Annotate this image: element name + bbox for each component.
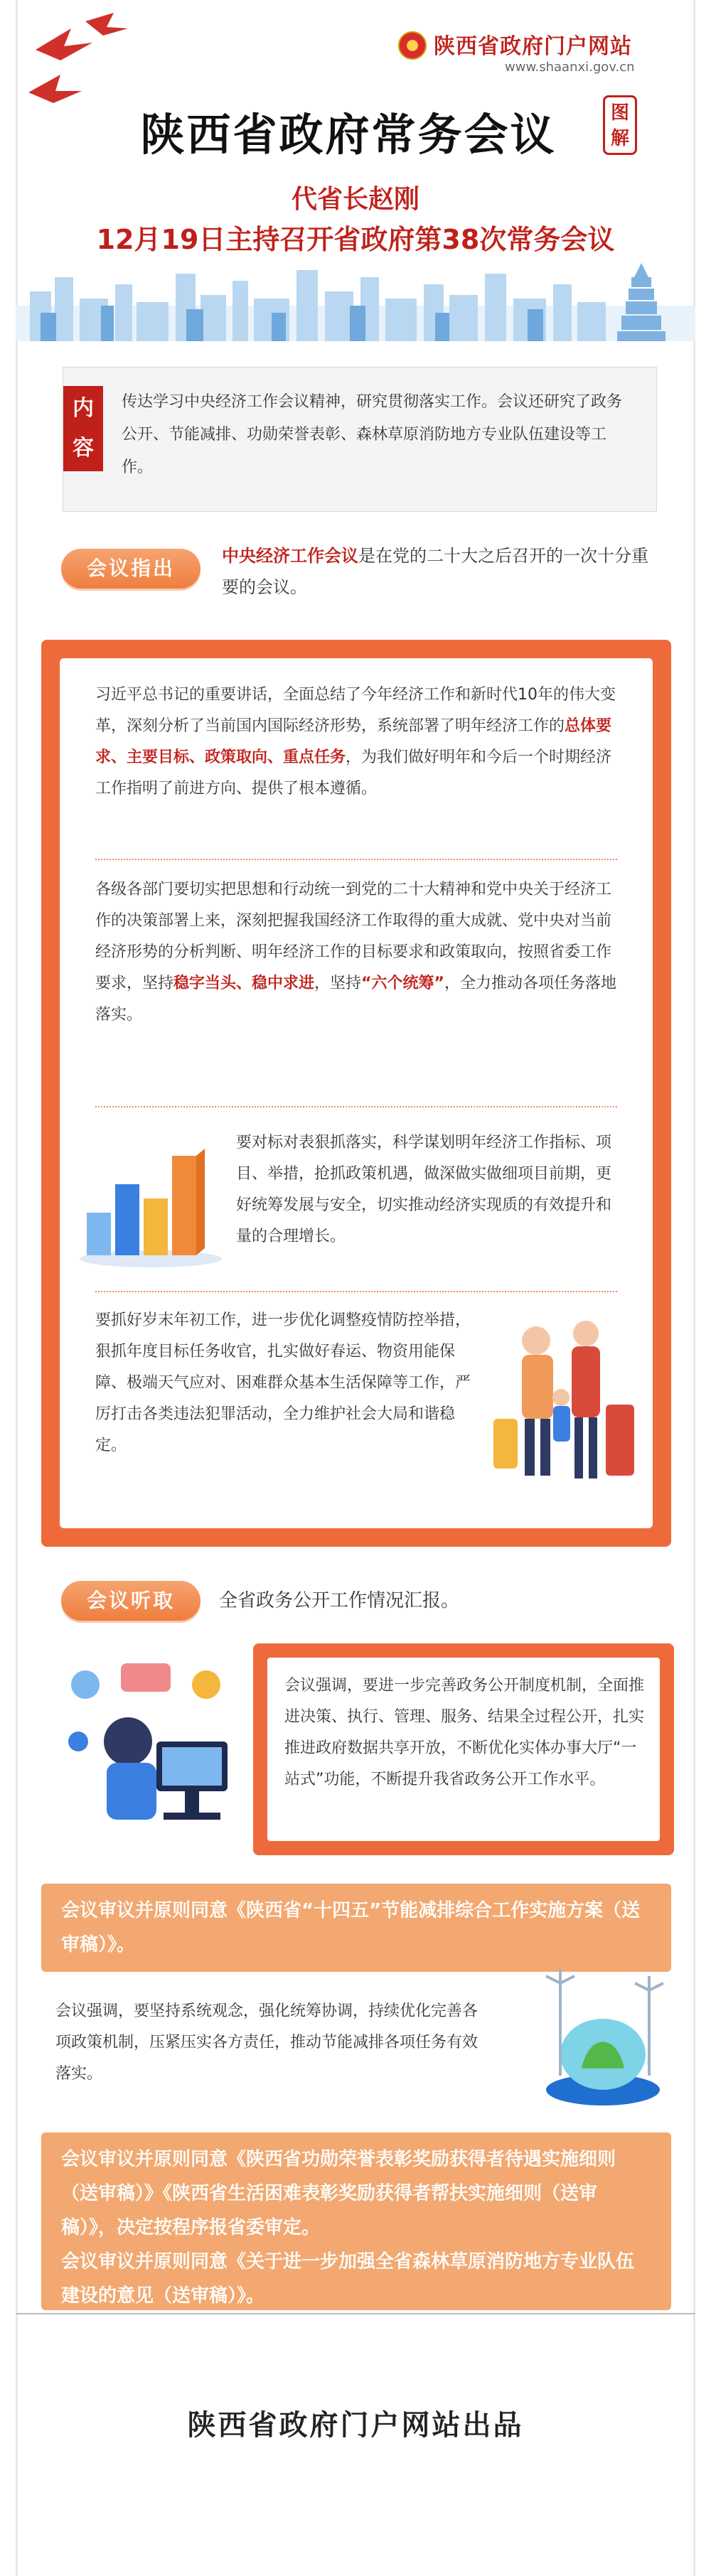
section1-card bbox=[41, 640, 671, 1547]
summary-text: 传达学习中央经济工作会议精神，研究贯彻落实工作。会议还研究了政务公开、节能减排、功勋荣誉表彰、森林草原消防地方专业队伍建设等工作。 bbox=[122, 393, 623, 476]
header bbox=[0, 0, 711, 341]
section3-text: 会议强调，要坚持系统观念，强化统筹协调，持续优化完善各项政策机制，压紧压实各方责任，推动节能减排各项任务有效落实。 bbox=[55, 2002, 479, 2083]
divider bbox=[95, 1106, 617, 1107]
section1-para-3: 要对标对表狠抓落实，科学谋划明年经济工作指标、项目、举措，抢抓政策机遇，做深做实做细项目前期，更好统筹发展与安全，切实推动经济实现质的有效提升和量的合理增长。 bbox=[236, 1134, 612, 1245]
section-pill-heard: 会议听取 bbox=[61, 1581, 201, 1621]
site-logo[interactable] bbox=[398, 28, 697, 78]
call-center-illustration-icon bbox=[57, 1656, 242, 1841]
section2-card-text: 会议强调，要进一步完善政务公开制度机制，全面推进决策、执行、管理、服务、结果全过程公开，扎实推进政府数据共享开放，不断优化实体办事大厅“一站式”功能，不断提升我省政务公开工作水平。 bbox=[284, 1677, 645, 1788]
divider bbox=[95, 859, 617, 860]
section2-card bbox=[253, 1643, 674, 1855]
subtitle-meeting: 12月19日主持召开省政府第38次常务会议 bbox=[96, 224, 615, 255]
section4-banner bbox=[41, 2132, 671, 2310]
city-skyline-illustration bbox=[16, 263, 695, 341]
infographic-badge: 图 解 bbox=[603, 95, 637, 155]
section1-para-4: 要抓好岁末年初工作，进一步优化调整疫情防控举措，狠抓年度目标任务收官，扎实做好春运、物资用能保障、极端天气应对、困难群众基本生活保障等工作，严厉打击各类违法犯罪活动，全力维护社会大局和谐稳定。 bbox=[95, 1311, 471, 1454]
summary-tag: 内 容 bbox=[63, 386, 103, 471]
divider bbox=[95, 1291, 617, 1292]
section1-lead: 中央经济工作会议是在党的二十大之后召开的一次十分重要的会议。 bbox=[222, 546, 648, 597]
site-url: www.shaanxi.gov.cn bbox=[505, 60, 635, 75]
summary-box bbox=[63, 367, 657, 512]
section-pill-pointed-out: 会议指出 bbox=[61, 549, 201, 589]
travelers-illustration-icon bbox=[486, 1312, 643, 1497]
footer-divider bbox=[16, 2313, 695, 2314]
national-emblem-icon bbox=[398, 31, 427, 60]
subtitle-host: 代省长赵刚 bbox=[291, 185, 419, 214]
section1-para-1: 习近平总书记的重要讲话，全面总结了今年经济工作和新时代10年的伟大变革，深刻分析了当前国内国际经济形势，系统部署了明年经济工作的总体要求、主要目标、政策取向、重点任务，为我们做好明年和今后一个时期经济工作指明了前进方向、提供了根本遵循。 bbox=[95, 686, 616, 798]
section1-para-2: 各级各部门要切实把思想和行动统一到党的二十大精神和党中央关于经济工作的决策部署上来，深刻把握我国经济工作取得的重大成就、党中央对当前经济形势的分析判断、明年经济工作的目标要求和政策取向，按照省委工作要求，坚持稳字当头、稳中求进，坚持“六个统筹”，全力推动各项任务落地落实。 bbox=[95, 881, 616, 1024]
footer-credit: 陕西省政府门户网站出品 bbox=[187, 2409, 524, 2442]
energy-saving-illustration-icon bbox=[532, 1969, 674, 2111]
bar-chart-illustration-icon bbox=[73, 1127, 229, 1270]
section3-banner: 会议审议并原则同意《陕西省“十四五”节能减排综合工作实施方案（送审稿）》。 bbox=[41, 1884, 671, 1972]
section4-banner-text-2: 会议审议并原则同意《关于进一步加强全省森林草原消防地方专业队伍建设的意见（送审稿）》。 bbox=[61, 2251, 635, 2307]
page-title: 陕西省政府常务会议 bbox=[140, 109, 557, 161]
section1-card-inner bbox=[60, 658, 653, 1528]
section2-lead: 全省政务公开工作情况汇报。 bbox=[219, 1590, 460, 1611]
section4-banner-text-1: 会议审议并原则同意《陕西省功勋荣誉表彰奖励获得者待遇实施细则（送审稿）》《陕西省生活困难表彰奖励获得者帮扶实施细则（送审稿）》，决定按程序报省委审定。 bbox=[61, 2149, 616, 2238]
site-name: 陕西省政府门户网站 bbox=[434, 34, 632, 59]
dove-decoration-icon bbox=[21, 7, 164, 114]
